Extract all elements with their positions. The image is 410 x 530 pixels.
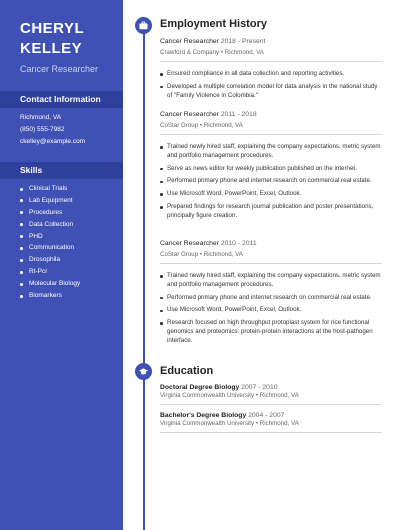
- job-dates: 2011 - 2018: [220, 111, 257, 118]
- divider: [160, 61, 382, 62]
- separator-dot: •: [220, 49, 225, 56]
- job-title: Cancer Researcher: [160, 38, 219, 45]
- job-location: Richmond, VA: [203, 251, 243, 258]
- job-bullet: Performed primary phone and internet research on commercial real estate.: [160, 294, 382, 303]
- job-bullet: Developed a multiple correlation model for data analysis in the national study of "Family Violence in Colombia.": [160, 83, 382, 101]
- education-degree: Bachelor's Degree Biology: [160, 412, 247, 419]
- contact-heading: [0, 91, 123, 108]
- job-company: CoStar Group: [160, 122, 199, 129]
- divider: [160, 432, 382, 433]
- contact-phone: (850) 555-7982: [20, 126, 65, 133]
- job-entry: [160, 240, 382, 350]
- divider: [160, 404, 382, 405]
- divider: [160, 134, 382, 135]
- education-title-line: [160, 384, 382, 391]
- contact-email: ckelley@example.com: [20, 138, 86, 145]
- job-title: Cancer Researcher: [160, 111, 219, 118]
- job-entry: [160, 38, 382, 104]
- job-company-line: [160, 122, 382, 129]
- job-company-line: [160, 49, 382, 56]
- job-title-line: [160, 111, 382, 121]
- briefcase-icon-graphic: [139, 21, 148, 30]
- education-school: Virginia Commonwealth University: [160, 420, 255, 427]
- job-bullet: Trained newly hired staff, explaining the company expectations, metric system and portfolio management procedures.: [160, 272, 382, 290]
- education-school-line: [160, 420, 382, 427]
- skill-item: Rt-Pcr: [20, 266, 80, 278]
- job-dates: 2018 - Present: [220, 38, 266, 45]
- separator-dot: •: [255, 392, 260, 399]
- job-title-line: [160, 38, 382, 48]
- job-bullets: [160, 70, 382, 100]
- education-school-line: [160, 392, 382, 399]
- skill-item: Molecular Biology: [20, 278, 80, 290]
- education-dates: 2004 - 2007: [248, 412, 285, 419]
- skill-item: Biomarkers: [20, 290, 80, 302]
- graduation-cap-icon: [135, 363, 152, 380]
- education-entry: [160, 384, 382, 405]
- separator-dot: •: [199, 122, 204, 129]
- divider: [160, 263, 382, 264]
- education-title-line: [160, 412, 382, 419]
- education-dates: 2007 - 2010: [241, 384, 278, 391]
- job-bullet: Use Microsoft Word, PowerPoint, Excel, Outlook.: [160, 190, 382, 199]
- skill-item: Communication: [20, 242, 80, 254]
- graduation-cap-icon-graphic: [139, 367, 148, 376]
- job-dates: 2010 - 2011: [220, 240, 257, 247]
- education-entry: [160, 412, 382, 433]
- skill-item: Clinical Trials: [20, 183, 80, 195]
- job-bullets: [160, 272, 382, 346]
- job-title: Cancer Researcher: [160, 240, 219, 247]
- skill-item: Data Collection: [20, 219, 80, 231]
- separator-dot: •: [255, 420, 260, 427]
- briefcase-icon: [135, 17, 152, 34]
- skill-item: Drosophila: [20, 254, 80, 266]
- contact-city: Richmond, VA: [20, 114, 62, 121]
- name-first: CHERYL: [20, 20, 85, 37]
- candidate-role: Cancer Researcher: [20, 64, 99, 74]
- skills-heading-label: Skills: [20, 165, 43, 175]
- job-bullet: Research focused on high throughput protoplast system for rice functional genomics and proteomics: protein-protein interactions at the host-pathogen interface.: [160, 319, 382, 345]
- sidebar: [0, 0, 123, 530]
- job-bullet: Ensured compliance in all data collection and reporting activities.: [160, 70, 382, 79]
- skill-item: Procedures: [20, 207, 80, 219]
- job-bullet: Performed primary phone and internet research on commercial real estate.: [160, 177, 382, 186]
- job-bullet: Trained newly hired staff, explaining the company expectations, metric system and portfolio management procedures.: [160, 143, 382, 161]
- skill-item: PHD: [20, 231, 80, 243]
- skills-heading: [0, 162, 123, 179]
- job-entry: [160, 111, 382, 225]
- job-bullets: [160, 143, 382, 221]
- education-heading: Education: [160, 365, 214, 377]
- education-location: Richmond, VA: [259, 420, 299, 427]
- job-company: CoStar Group: [160, 251, 199, 258]
- timeline-line: [143, 25, 145, 530]
- job-bullet: Prepared findings for research journal publication and poster presentations, principally figure creation.: [160, 203, 382, 221]
- job-bullet: Serve as news editor for weekly publication published on the internet.: [160, 165, 382, 174]
- education-school: Virginia Commonwealth University: [160, 392, 255, 399]
- job-location: Richmond, VA: [224, 49, 264, 56]
- contact-heading-label: Contact Information: [20, 94, 101, 104]
- separator-dot: •: [199, 251, 204, 258]
- candidate-name: [20, 19, 84, 59]
- education-location: Richmond, VA: [259, 392, 299, 399]
- job-company: Crawford & Company: [160, 49, 220, 56]
- job-location: Richmond, VA: [203, 122, 243, 129]
- skill-item: Lab Equipment: [20, 195, 80, 207]
- job-title-line: [160, 240, 382, 250]
- name-last: KELLEY: [20, 40, 83, 57]
- job-bullet: Use Microsoft Word, PowerPoint, Excel, Outlook.: [160, 306, 382, 315]
- skills-list: [20, 183, 80, 302]
- employment-heading: Employment History: [160, 18, 267, 30]
- education-degree: Doctoral Degree Biology: [160, 384, 240, 391]
- job-company-line: [160, 251, 382, 258]
